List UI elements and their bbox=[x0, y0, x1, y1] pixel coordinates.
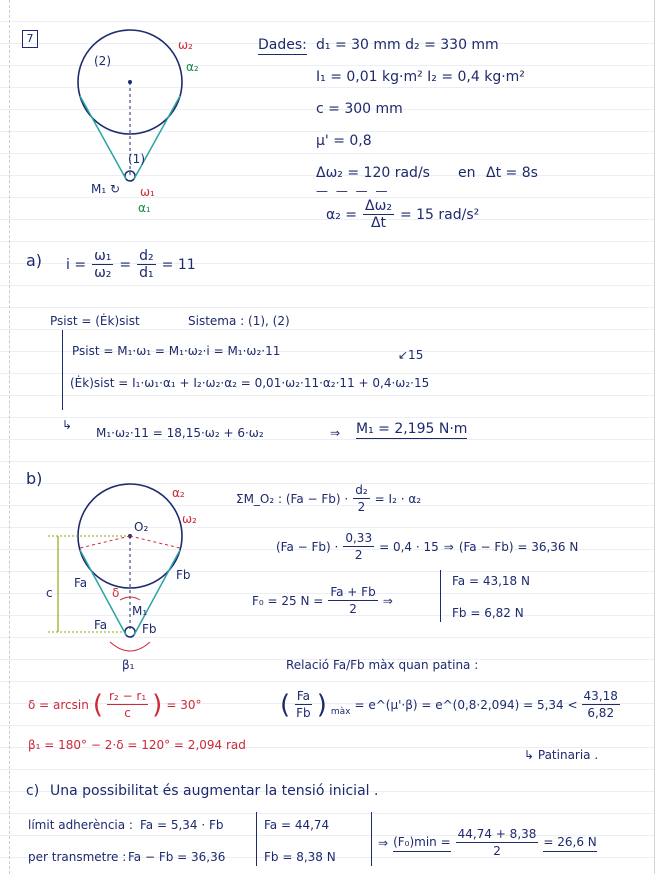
delta-label: δ bbox=[112, 586, 120, 600]
givens-delta-t: Δt = 8s bbox=[486, 165, 538, 181]
f0min-lhs: (F₀)min = bbox=[393, 833, 451, 852]
ratio-fraction bbox=[294, 688, 313, 721]
alpha2-label: α₂ bbox=[186, 60, 199, 74]
fa-result: Fa = 43,18 N bbox=[452, 574, 530, 588]
f0-fraction bbox=[328, 584, 377, 617]
problem-number: 7 bbox=[22, 30, 38, 48]
m1-mark: ↻ bbox=[110, 182, 121, 196]
ratio-den: Fb bbox=[296, 706, 311, 720]
transmit-eq: Fa − Fb = 36,36 bbox=[128, 850, 226, 864]
c-label: c bbox=[46, 586, 53, 600]
ratio-i-lhs: i = bbox=[66, 256, 87, 273]
alpha-lhs: α₂ = bbox=[326, 206, 358, 223]
m1-label: M₁ bbox=[91, 182, 107, 196]
givens-label: Dades: bbox=[258, 37, 307, 53]
moment-rhs: = I₂ · α₂ bbox=[374, 491, 422, 506]
part-c-intro: Una possibilitat és augmentar la tensió inicial . bbox=[50, 783, 379, 799]
ratio-sub: màx bbox=[330, 707, 351, 717]
f0min-equation bbox=[378, 826, 597, 859]
givens-inertia: I₁ = 0,01 kg·m² I₂ = 0,4 kg·m² bbox=[316, 69, 525, 85]
fa-small-label: Fa bbox=[94, 618, 108, 632]
part-a-label: a) bbox=[26, 251, 43, 270]
givens-distance: c = 300 mm bbox=[316, 101, 403, 117]
givens-friction: μ' = 0,8 bbox=[316, 133, 372, 149]
fb-small-label: Fb bbox=[142, 622, 157, 636]
part-b-label: b) bbox=[26, 469, 43, 488]
ratio-i-rhs: = 11 bbox=[161, 256, 196, 273]
c-bracket bbox=[256, 812, 260, 866]
ratio-i-f1-num: ω₁ bbox=[94, 248, 112, 264]
omega2-b-label: ω₂ bbox=[182, 512, 197, 526]
f0-implies: ⇒ bbox=[382, 593, 393, 608]
beta-arc bbox=[110, 642, 150, 651]
givens-dashes: — — — — bbox=[316, 184, 390, 198]
step-equation bbox=[276, 530, 578, 563]
alpha-num: Δω₂ bbox=[365, 198, 392, 214]
ratio-paren-open: ( bbox=[280, 689, 291, 720]
step-num: 0,33 bbox=[345, 531, 373, 545]
ratio-i-eq: = bbox=[119, 256, 132, 273]
radius-right bbox=[130, 536, 180, 548]
moment-den: 2 bbox=[357, 500, 366, 514]
step-rhs: (Fa − Fb) = 36,36 N bbox=[458, 539, 579, 554]
kinetic-energy-rate: (Ėk)sist = I₁·ω₁·α₁ + I₂·ω₂·α₂ = 0,01·ω₂·11·α₂·11 + 0,4·ω₂·15 bbox=[70, 376, 430, 390]
power-system: Psist = M₁·ω₁ = M₁·ω₂·i = M₁·ω₂·11 bbox=[72, 344, 281, 358]
result-implies: ⇒ bbox=[330, 426, 341, 440]
note-15: ↙15 bbox=[398, 348, 424, 362]
label-small-pulley: (1) bbox=[128, 152, 145, 166]
ratio-cmp-num: 43,18 bbox=[583, 689, 618, 703]
moment-lhs: ΣM_O₂ : (Fa − Fb) · bbox=[236, 491, 349, 506]
ratio-mid: = e^(μ'·β) = e^(0,8·2,094) = 5,34 < bbox=[354, 697, 578, 712]
f0-den: 2 bbox=[349, 602, 357, 616]
fa-label: Fa bbox=[74, 576, 88, 590]
ratio-cmp-den: 6,82 bbox=[587, 706, 615, 720]
step-lhs: (Fa − Fb) · bbox=[276, 539, 339, 554]
limit-eq: Fa = 5,34 · Fb bbox=[140, 818, 224, 832]
moment-num: d₂ bbox=[355, 483, 368, 497]
f0-num: Fa + Fb bbox=[330, 585, 376, 599]
moment-fraction bbox=[353, 482, 369, 515]
alpha-rhs: = 15 rad/s² bbox=[399, 206, 480, 223]
delta-lhs: δ = arcsin bbox=[28, 697, 89, 712]
m1-b-label: M₁ bbox=[132, 604, 148, 618]
ratio-equation bbox=[280, 688, 620, 721]
ratio-title: Relació Fa/Fb màx quan patina : bbox=[286, 658, 479, 672]
delta-paren-open: ( bbox=[92, 689, 103, 720]
f0min-implies: ⇒ bbox=[378, 835, 389, 850]
alpha1-label: α₁ bbox=[138, 201, 151, 215]
tension-figure bbox=[0, 0, 260, 680]
step-fraction bbox=[343, 530, 374, 563]
result-equation: M₁·ω₂·11 = 18,15·ω₂ + 6·ω₂ bbox=[96, 426, 264, 440]
fb-label: Fb bbox=[176, 568, 191, 582]
result-torque: M₁ = 2,195 N·m bbox=[356, 421, 468, 437]
step-den: 2 bbox=[354, 548, 363, 562]
alpha-equation bbox=[326, 198, 479, 231]
ratio-i-f2-den: d₁ bbox=[139, 265, 154, 281]
step-mid: = 0,4 · 15 bbox=[379, 539, 439, 554]
delta-den: c bbox=[124, 706, 131, 720]
omega1-label: ω₁ bbox=[140, 185, 155, 199]
delta-fraction bbox=[107, 688, 148, 721]
step-arrow: ⇒ bbox=[443, 539, 454, 554]
result-arrow: ↳ bbox=[62, 418, 73, 432]
f0-equation bbox=[252, 584, 393, 617]
fa-fb-bracket bbox=[440, 570, 444, 622]
label-big-pulley: (2) bbox=[94, 54, 111, 68]
power-law: Psist = (Ėk)sist bbox=[50, 314, 140, 328]
delta-paren-close: ) bbox=[152, 689, 163, 720]
radius-left bbox=[80, 536, 130, 548]
delta-equation bbox=[28, 688, 201, 721]
part-c-label: c) bbox=[26, 783, 40, 799]
moment-equation bbox=[236, 482, 421, 515]
f0min-den: 2 bbox=[493, 844, 501, 858]
fb-value: Fb = 8,38 N bbox=[264, 850, 336, 864]
system-def: Sistema : (1), (2) bbox=[188, 314, 290, 328]
alpha-fraction bbox=[363, 198, 394, 231]
givens-diameters: d₁ = 30 mm d₂ = 330 mm bbox=[316, 37, 499, 53]
o2-label: O₂ bbox=[134, 520, 149, 534]
beta-label: β₁ bbox=[122, 658, 135, 672]
ratio-i-f2-num: d₂ bbox=[139, 248, 154, 264]
limit-label: límit adherència : bbox=[28, 818, 133, 832]
f0min-fraction bbox=[456, 826, 539, 859]
delta-rhs: = 30° bbox=[166, 697, 202, 712]
belt-b-right bbox=[134, 550, 180, 635]
patinaria: ↳ Patinaria . bbox=[524, 748, 599, 762]
ratio-cmp-fraction bbox=[582, 688, 620, 721]
f0-lhs: F₀ = 25 N = bbox=[252, 593, 324, 608]
c-bracket-right bbox=[368, 812, 372, 866]
ratio-i-f1-den: ω₂ bbox=[94, 265, 112, 281]
alpha-den: Δt bbox=[370, 215, 387, 231]
givens-delta-omega: Δω₂ = 120 rad/s bbox=[316, 165, 430, 181]
beta-equation: β₁ = 180° − 2·δ = 120° = 2,094 rad bbox=[28, 738, 246, 752]
f0min-result: = 26,6 N bbox=[543, 833, 596, 852]
ratio-paren-close: ) bbox=[316, 689, 327, 720]
transmit-label: per transmetre : bbox=[28, 850, 127, 864]
alpha2-b-label: α₂ bbox=[172, 486, 185, 500]
ratio-num: Fa bbox=[296, 689, 310, 703]
fa-value: Fa = 44,74 bbox=[264, 818, 330, 832]
fb-result: Fb = 6,82 N bbox=[452, 606, 524, 620]
omega2-label: ω₂ bbox=[178, 38, 193, 52]
f0min-num: 44,74 + 8,38 bbox=[457, 827, 537, 841]
givens-en: en bbox=[458, 165, 476, 181]
delta-num: r₂ − r₁ bbox=[109, 689, 147, 703]
